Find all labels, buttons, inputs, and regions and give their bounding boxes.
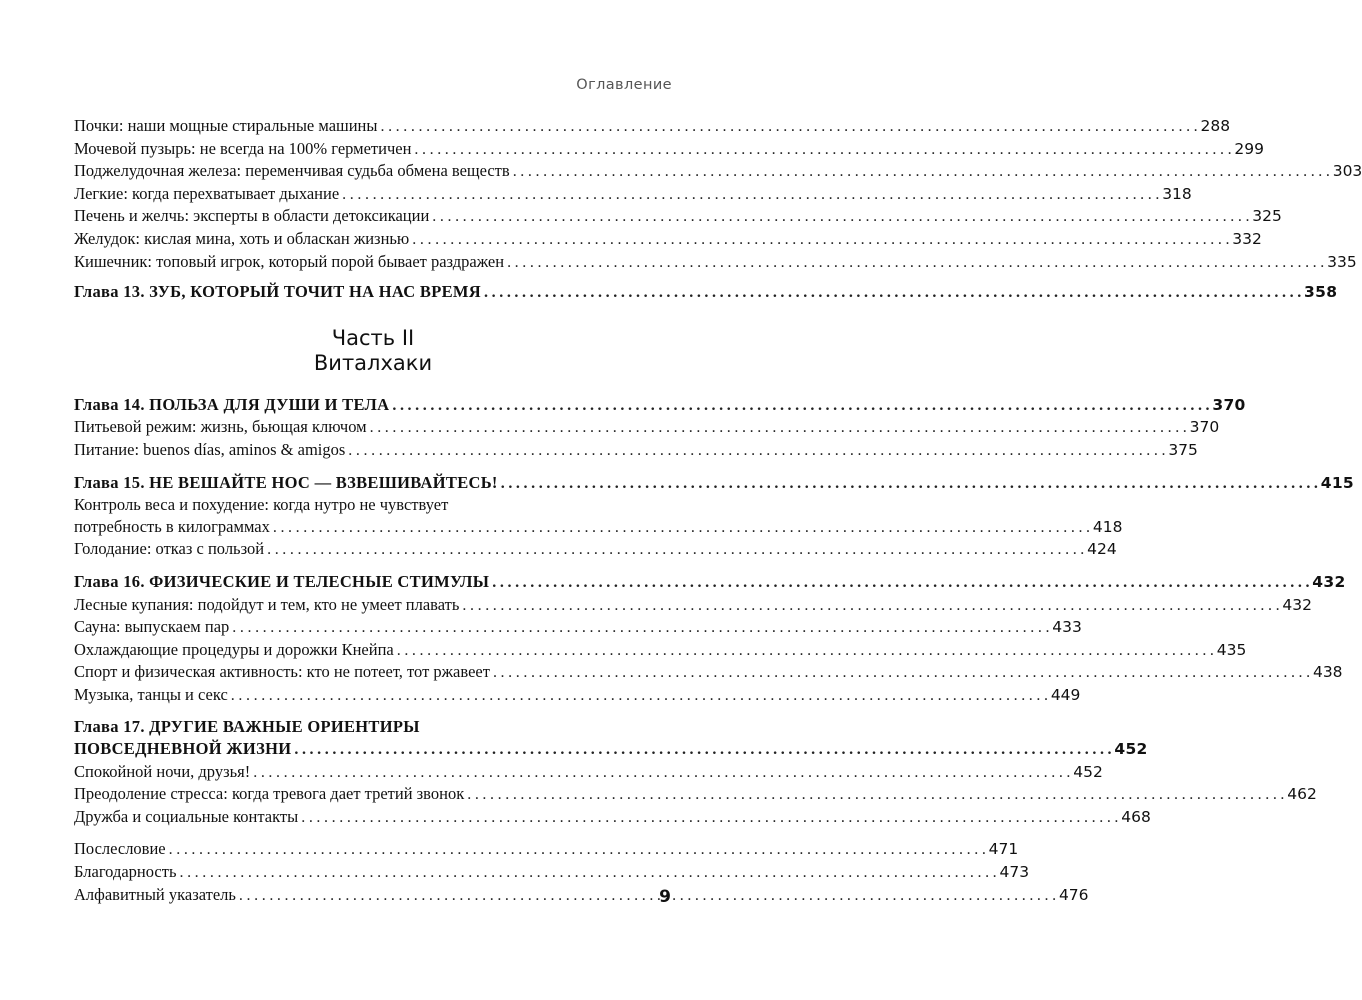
- toc-entry-title: Лесные купания: подойдут и тем, кто не умеет плавать: [74, 594, 460, 614]
- dot-leader: [370, 417, 1187, 439]
- toc-entry-title: Спокойной ночи, друзья!: [74, 761, 251, 781]
- toc-entry-title: Почки: наши мощные стиральные машины: [74, 116, 378, 135]
- dot-leader: [267, 539, 1084, 561]
- toc-back-matter-entry[interactable]: [74, 861, 1030, 884]
- toc-back-matter-entry[interactable]: [74, 838, 1019, 861]
- toc-entry[interactable]: [74, 516, 1123, 539]
- chapter-page: 370: [1212, 395, 1246, 414]
- toc-entry-title: Желудок: кислая мина, хоть и обласкан жизнью: [74, 228, 410, 248]
- toc-entry-page: 335: [1327, 252, 1357, 271]
- toc-entry-title: Печень и желчь: эксперты в области детоксикации: [74, 206, 430, 226]
- toc-entry-page: 299: [1234, 139, 1265, 158]
- dot-leader: [432, 206, 1249, 228]
- dot-leader: [273, 517, 1090, 539]
- toc-entry-page: 449: [1050, 685, 1081, 704]
- chapter-17-first-line[interactable]: Глава 17. ДРУГИЕ ВАЖНЫЕ ОРИЕНТИРЫ: [74, 717, 420, 737]
- chapter-title: Глава 13. ЗУБ, КОТОРЫЙ ТОЧИТ НА НАС ВРЕМЯ: [74, 282, 482, 302]
- table-of-contents: [74, 115, 1362, 906]
- running-head: Оглавление: [576, 77, 672, 93]
- toc-entry-page: 424: [1087, 540, 1117, 559]
- toc-entry[interactable]: [74, 115, 1231, 138]
- dot-leader: [239, 885, 1056, 907]
- toc-entry-page: 468: [1121, 807, 1151, 826]
- toc-entry-title: Охлаждающие процедуры и дорожки Кнейпа: [74, 639, 394, 659]
- toc-entry-page: 435: [1216, 640, 1247, 659]
- toc-entry[interactable]: [74, 251, 1357, 274]
- chapter-title: ПОВСЕДНЕВНОЙ ЖИЗНИ: [74, 739, 292, 759]
- toc-chapter-13[interactable]: [74, 281, 1338, 304]
- toc-entry-title: Музыка, танцы и секс: [74, 684, 228, 704]
- dot-leader: [348, 440, 1165, 462]
- toc-entry-title: Легкие: когда перехватывает дыхание: [74, 183, 340, 203]
- toc-entry-page: 471: [988, 840, 1019, 859]
- toc-entry-title: Благодарность: [74, 862, 177, 882]
- dot-leader: [342, 184, 1159, 206]
- toc-entry-title: Преодоление стресса: когда тревога дает третий звонок: [74, 784, 465, 804]
- toc-entry-page: 288: [1200, 117, 1231, 135]
- toc-entry-page: 375: [1168, 440, 1198, 459]
- dot-leader: [513, 161, 1330, 183]
- toc-entry[interactable]: [74, 439, 1198, 462]
- dot-leader: [294, 739, 1111, 761]
- toc-entry[interactable]: [74, 538, 1117, 561]
- toc-entry-first-line[interactable]: Контроль веса и похудение: когда нутро не чувствует: [74, 495, 449, 515]
- toc-entry[interactable]: [74, 806, 1151, 829]
- toc-entry[interactable]: [74, 183, 1192, 206]
- chapter-page: 358: [1304, 283, 1338, 302]
- toc-back-matter-entry[interactable]: [74, 884, 1089, 907]
- toc-entry-page: 318: [1162, 184, 1192, 203]
- toc-entry-title: Питьевой режим: жизнь, бьющая ключом: [74, 417, 367, 437]
- toc-entry-page: 303: [1332, 162, 1362, 181]
- part-heading[interactable]: [74, 326, 672, 376]
- toc-entry-page: 462: [1287, 785, 1317, 804]
- toc-entry-page: 476: [1058, 885, 1089, 904]
- dot-leader: [232, 617, 1049, 639]
- toc-entry-title: Спорт и физическая активность: кто не потеет, тот ржавеет: [74, 662, 490, 682]
- toc-entry-title: Послесловие: [74, 839, 166, 859]
- chapter-title: Глава 14. ПОЛЬЗА ДЛЯ ДУШИ И ТЕЛА: [74, 394, 390, 414]
- dot-leader: [231, 685, 1048, 707]
- dot-leader: [462, 595, 1279, 617]
- toc-entry-page: 432: [1282, 595, 1312, 614]
- toc-entry[interactable]: [74, 661, 1343, 684]
- dot-leader: [493, 662, 1310, 684]
- toc-entry-page: 325: [1252, 207, 1282, 226]
- dot-leader: [412, 229, 1229, 251]
- toc-entry[interactable]: [74, 138, 1265, 161]
- toc-entry-title: Питание: buenos días, aminos & amigos: [74, 439, 346, 459]
- toc-chapter-14[interactable]: [74, 394, 1246, 417]
- dot-leader: [169, 839, 986, 861]
- toc-entry[interactable]: [74, 205, 1282, 228]
- dot-leader: [501, 473, 1318, 495]
- dot-leader: [380, 116, 1197, 138]
- toc-entry-title: Мочевой пузырь: не всегда на 100% герметичен: [74, 138, 412, 158]
- dot-leader: [253, 762, 1070, 784]
- toc-entry-title: Голодание: отказ с пользой: [74, 539, 265, 559]
- toc-entry[interactable]: [74, 416, 1220, 439]
- chapter-page: 415: [1320, 473, 1355, 492]
- chapter-title: Глава 16. ФИЗИЧЕСКИЕ И ТЕЛЕСНЫЕ СТИМУЛЫ: [74, 571, 490, 591]
- toc-entry-page: 438: [1312, 663, 1343, 682]
- toc-entry[interactable]: [74, 761, 1103, 784]
- dot-leader: [492, 572, 1309, 594]
- toc-entry[interactable]: [74, 594, 1312, 617]
- toc-entry[interactable]: [74, 616, 1082, 639]
- toc-entry[interactable]: [74, 783, 1317, 806]
- toc-entry[interactable]: [74, 228, 1262, 251]
- toc-entry-title: Дружба и социальные контакты: [74, 806, 299, 826]
- toc-chapter-15[interactable]: [74, 472, 1355, 495]
- part-title: Виталхаки: [313, 350, 433, 375]
- toc-entry-page: 418: [1092, 517, 1123, 536]
- toc-entry-title: Поджелудочная железа: переменчивая судьба обмена веществ: [74, 161, 510, 181]
- toc-entry-title: потребность в килограммах: [74, 516, 270, 536]
- toc-entry-page: 452: [1073, 762, 1103, 781]
- dot-leader: [179, 862, 996, 884]
- chapter-title: Глава 15. НЕ ВЕШАЙТЕ НОС — ВЗВЕШИВАЙТЕСЬ!: [74, 472, 498, 492]
- toc-entry[interactable]: [74, 684, 1081, 707]
- dot-leader: [507, 252, 1324, 274]
- toc-entry-page: 370: [1189, 418, 1220, 437]
- dot-leader: [392, 395, 1209, 417]
- toc-entry-title: Алфавитный указатель: [74, 884, 236, 904]
- toc-entry[interactable]: [74, 639, 1247, 662]
- toc-entry-page: 433: [1052, 618, 1082, 637]
- toc-entry-page: 332: [1232, 229, 1262, 248]
- toc-chapter-17[interactable]: [74, 738, 1148, 761]
- dot-leader: [467, 784, 1284, 806]
- dot-leader: [301, 807, 1118, 829]
- dot-leader: [414, 139, 1231, 161]
- page-number: 9: [659, 887, 671, 907]
- dot-leader: [484, 282, 1301, 304]
- chapter-page: 432: [1312, 572, 1346, 591]
- dot-leader: [397, 640, 1214, 662]
- chapter-page: 452: [1114, 740, 1148, 759]
- toc-entry-page: 473: [999, 863, 1030, 882]
- toc-entry-title: Сауна: выпускаем пар: [74, 617, 230, 637]
- toc-entry-title: Кишечник: топовый игрок, который порой бывает раздражен: [74, 251, 505, 271]
- toc-chapter-16[interactable]: [74, 571, 1346, 594]
- toc-entry[interactable]: [74, 160, 1362, 183]
- part-number: Часть II: [331, 325, 415, 350]
